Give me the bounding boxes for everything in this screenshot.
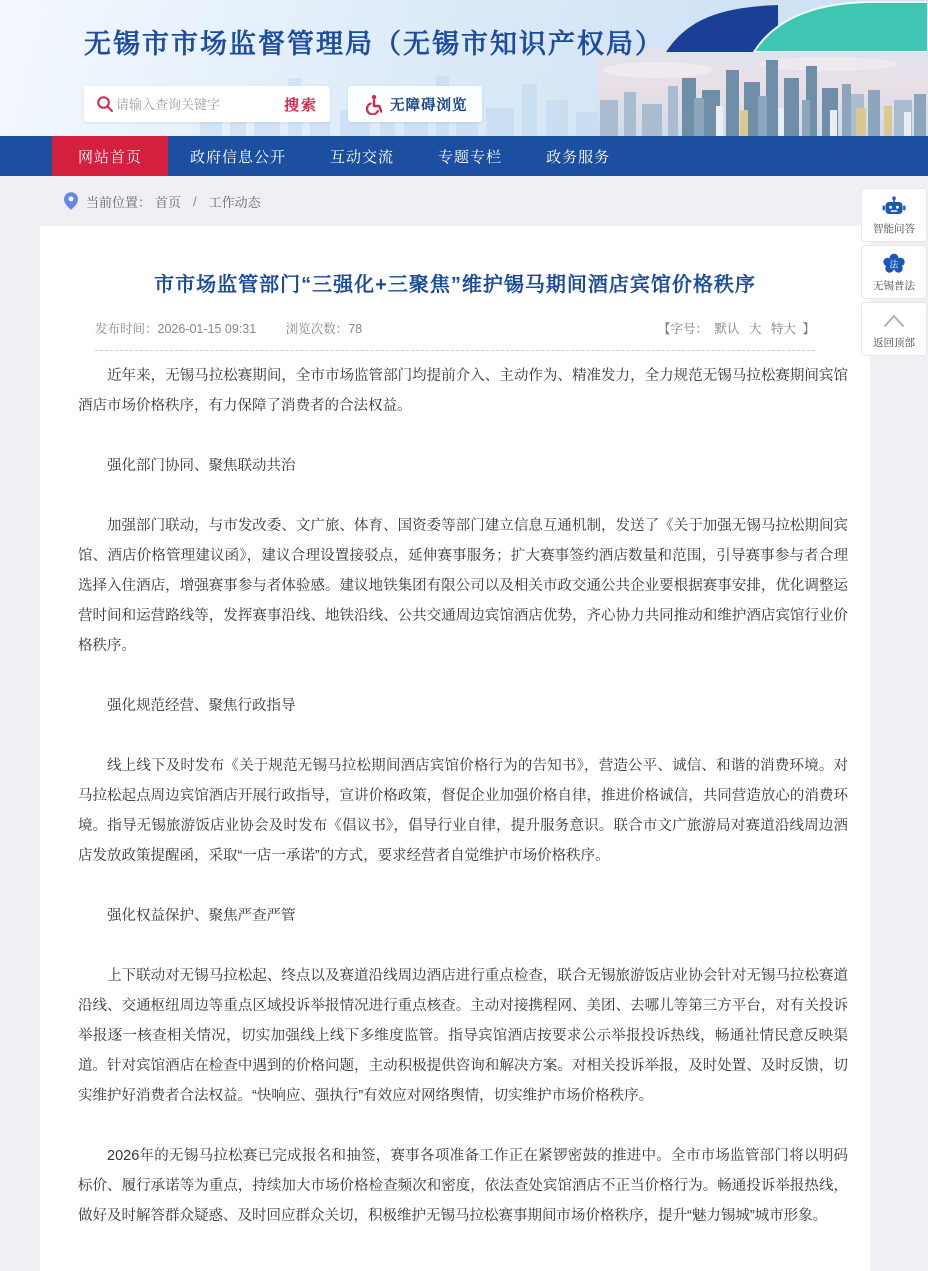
article-meta-left	[95, 319, 388, 337]
breadcrumb	[0, 176, 928, 226]
breadcrumb-current[interactable]: 工作动态	[208, 194, 261, 210]
search-button[interactable]: 搜索	[283, 96, 318, 114]
article-body	[40, 351, 870, 1231]
breadcrumb-label: 当前位置：	[86, 194, 152, 210]
law-popularization-label: 无锡普法	[873, 280, 915, 292]
floating-sidebar	[861, 188, 927, 359]
site-banner	[0, 0, 928, 136]
location-pin-icon	[64, 192, 78, 210]
article-title: 市市场监管部门“三强化+三聚焦”维护锡马期间酒店宾馆价格秩序	[154, 274, 756, 296]
view-count: 浏览次数：78	[285, 322, 363, 336]
svg-text:法: 法	[889, 259, 899, 270]
fontsize-default-button[interactable]: 默认	[714, 322, 740, 336]
nav-item-special-columns[interactable]: 专题专栏	[438, 148, 503, 166]
nav-item-interaction[interactable]: 互动交流	[330, 148, 395, 166]
search-icon	[96, 95, 114, 113]
law-popularization-button[interactable]	[861, 245, 927, 299]
article-meta	[95, 319, 815, 337]
search-row	[84, 86, 482, 122]
main-nav	[0, 136, 928, 176]
content-panel	[40, 226, 870, 1271]
accessibility-label: 无障碍浏览	[390, 97, 468, 114]
accessibility-button[interactable]	[348, 86, 482, 122]
breadcrumb-home[interactable]: 首页	[155, 194, 182, 210]
article-paragraph: 2026年的无锡马拉松赛已完成报名和抽签，赛事各项准备工作正在紧锣密鼓的推进中。全市市场监管部门将以明码标价、履行承诺等为重点，持续加大市场价格检查频次和密度，依法查处宾馆酒店不正当价格行为。畅通投诉举报热线，做好及时解答群众疑惑、及时回应群众关切，积极维护无锡马拉松赛事期间市场价格秩序，提升“魅力锡城”城市形象。	[78, 1148, 848, 1224]
city-skyline-image	[598, 48, 928, 136]
article-subheading: 强化规范经营、聚焦行政指导	[107, 698, 296, 714]
article-head	[40, 226, 870, 351]
article-subheading: 强化权益保护、聚焦严查严管	[107, 908, 296, 924]
decorative-curves	[628, 0, 928, 52]
nav-item-home[interactable]: 网站首页	[52, 136, 168, 176]
fontsize-control	[658, 319, 815, 337]
fontsize-large-button[interactable]: 大	[748, 322, 762, 336]
article-paragraph: 近年来，无锡马拉松赛期间，全市市场监管部门均提前介入、主动作为、精准发力，全力规范无锡马拉松赛期间宾馆酒店市场价格秩序，有力保障了消费者的合法权益。	[78, 368, 848, 414]
fontsize-xlarge-button[interactable]: 特大	[770, 322, 796, 336]
search-box[interactable]	[84, 86, 330, 122]
article-subheading: 强化部门协同、聚焦联动共治	[107, 458, 296, 474]
search-input[interactable]	[114, 96, 278, 113]
article-paragraph: 上下联动对无锡马拉松起、终点以及赛道沿线周边酒店进行重点检查，联合无锡旅游饭店业协会针对无锡马拉松赛道沿线、交通枢纽周边等重点区域投诉举报情况进行重点核查。主动对接携程网、美团、去哪儿等第三方平台，对有关投诉举报逐一核查相关情况，切实加强线上线下多维度监管。指导宾馆酒店按要求公示举报投诉热线，畅通社情民意反映渠道。针对宾馆酒店在检查中遇到的价格问题，主动积极提供咨询和解决方案。对相关投诉举报，及时处置、及时反馈，切实维护好消费者合法权益。“快响应、强执行”有效应对网络舆情，切实维护市场价格秩序。	[78, 968, 848, 1104]
wheelchair-icon	[362, 94, 382, 115]
back-to-top-label: 返回顶部	[873, 337, 915, 349]
site-title: 无锡市市场监督管理局（无锡市知识产权局）	[84, 29, 664, 59]
chevron-up-icon	[864, 309, 924, 333]
robot-icon	[864, 195, 924, 219]
smart-qa-button[interactable]	[861, 188, 927, 242]
fontsize-suffix: 】	[802, 322, 815, 336]
nav-item-gov-services[interactable]: 政务服务	[546, 148, 611, 166]
back-to-top-button[interactable]	[861, 302, 927, 356]
article-paragraph: 加强部门联动，与市发改委、文广旅、体育、国资委等部门建立信息互通机制，发送了《关于加强无锡马拉松期间宾馆、酒店价格管理建议函》，建议合理设置接驳点，延伸赛事服务；扩大赛事签约酒店数量和范围，引导赛事参与者合理选择入住酒店，增强赛事参与者体验感。建议地铁集团有限公司以及相关市政交通公共企业要根据赛事安排，优化调整运营时间和运营路线等，发挥赛事沿线、地铁沿线、公共交通周边宾馆酒店优势，齐心协力共同推动和维护酒店宾馆行业价格秩序。	[78, 518, 848, 654]
law-flower-icon	[864, 252, 924, 276]
fontsize-prefix: 【字号：	[657, 322, 708, 336]
nav-item-gov-info[interactable]: 政府信息公开	[190, 148, 287, 166]
article-paragraph: 线上线下及时发布《关于规范无锡马拉松期间酒店宾馆价格行为的告知书》，营造公平、诚信、和谐的消费环境。对马拉松起点周边宾馆酒店开展行政指导，宣讲价格政策，督促企业加强价格自律，推进价格诚信，共同营造放心的消费环境。指导无锡旅游饭店业协会及时发布《倡议书》，倡导行业自律，提升服务意识。联合市文广旅游局对赛道沿线周边酒店发放政策提醒函，采取“一店一承诺”的方式，要求经营者自觉维护市场价格秩序。	[78, 758, 848, 864]
smart-qa-label: 智能问答	[873, 223, 915, 235]
breadcrumb-separator: /	[193, 193, 197, 209]
publish-time: 发布时间：2026-01-15 09:31	[95, 322, 257, 336]
